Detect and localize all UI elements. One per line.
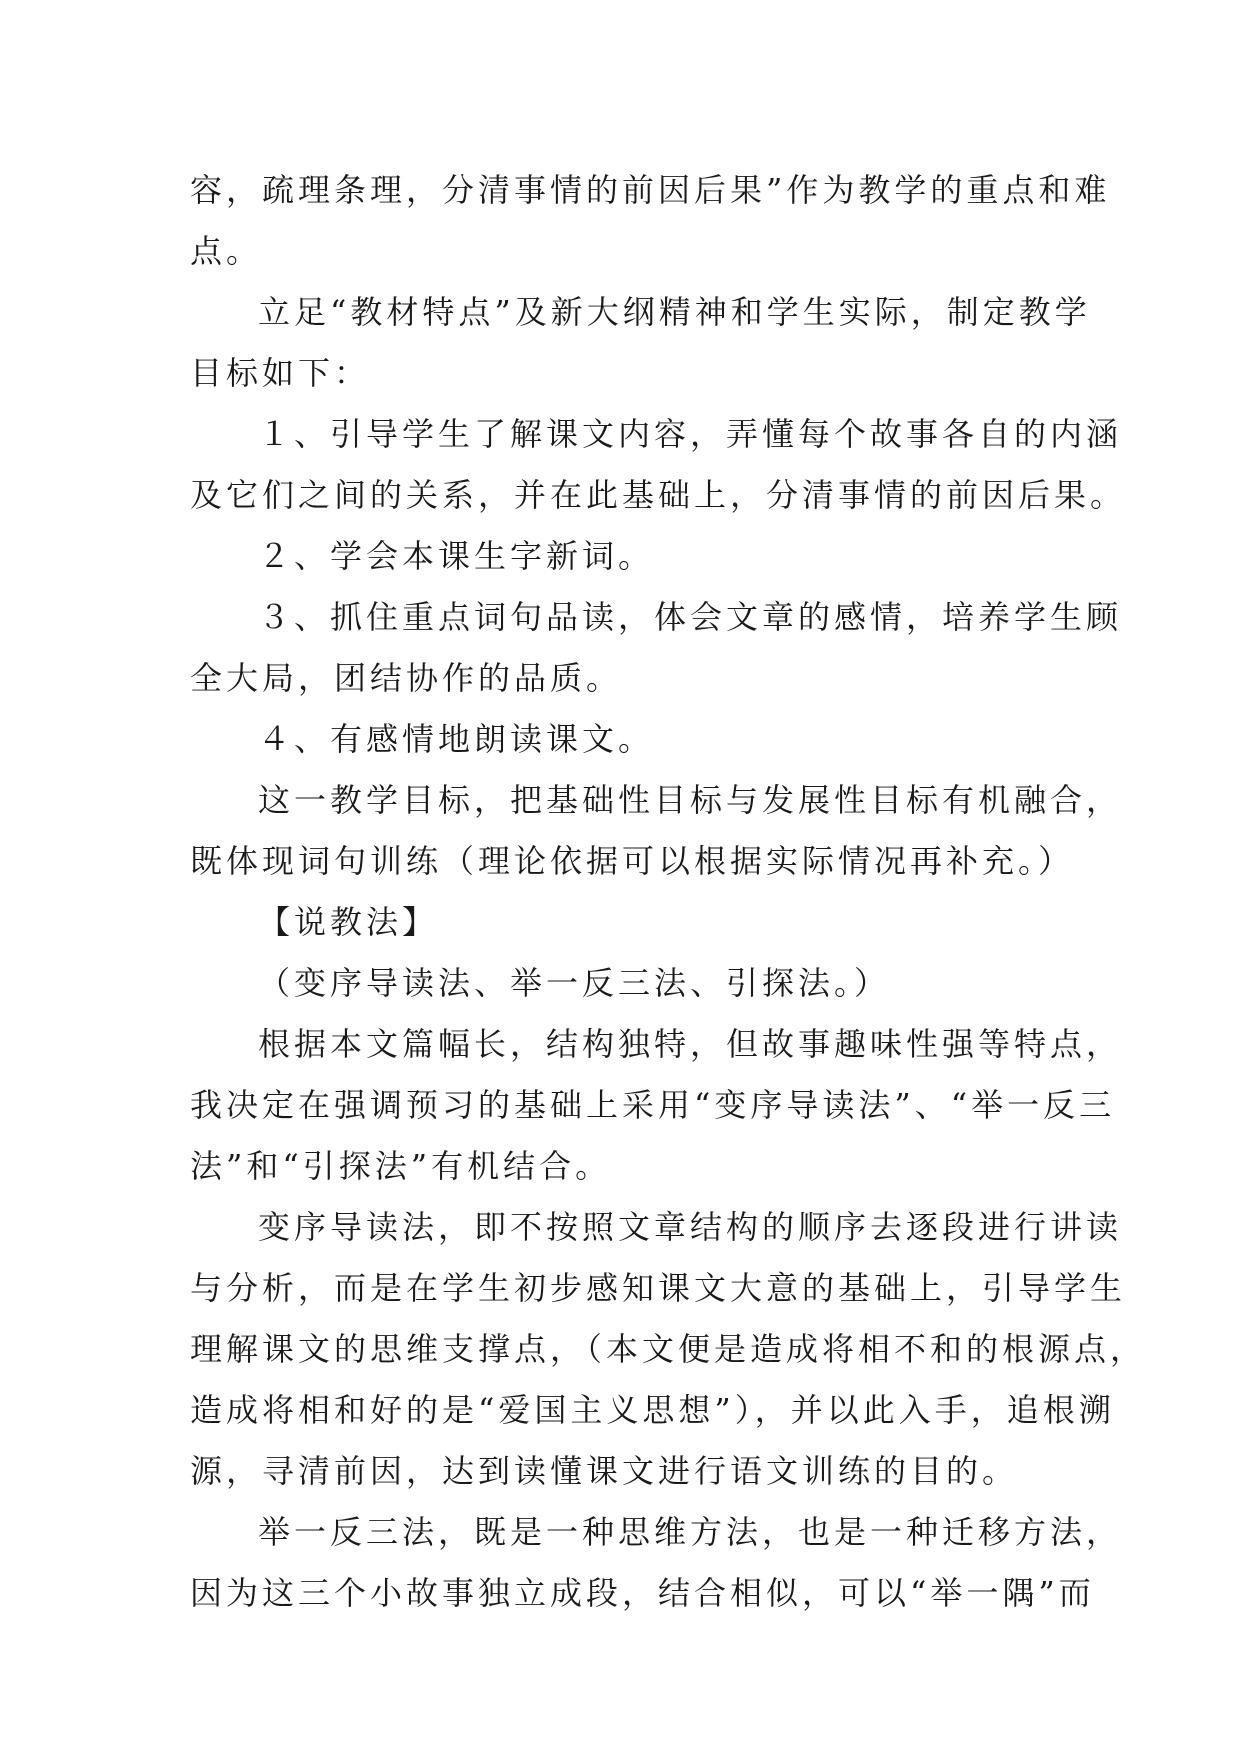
text-line: 因为这三个小故事独立成段，结合相似，可以“举一隅”而 xyxy=(190,1574,1095,1612)
text-line: 造成将相和好的是“爱国主义思想”），并以此入手，追根溯 xyxy=(190,1391,1115,1429)
section-heading: 【说教法】 xyxy=(258,903,439,941)
text-line: 点。 xyxy=(190,232,263,270)
text-line: 法”和“引探法”有机结合。 xyxy=(190,1147,612,1185)
list-item: ３、抓住重点词句品读，体会文章的感情，培养学生顾 xyxy=(258,598,1123,636)
text-line: 立足“教材特点”及新大纲精神和学生实际，制定教学 xyxy=(258,293,1091,331)
text-line: （变序导读法、举一反三法、引探法。） xyxy=(258,964,891,1002)
text-line: 既体现词句训练（理论依据可以根据实际情况再补充。） xyxy=(190,842,1075,880)
text-line: 容，疏理条理，分清事情的前因后果”作为教学的重点和难 xyxy=(190,171,1111,209)
text-line: 我决定在强调预习的基础上采用“变序导读法”、“举一反三 xyxy=(190,1086,1116,1124)
text-line: 全大局，团结协作的品质。 xyxy=(190,659,623,697)
list-item: １、引导学生了解课文内容，弄懂每个故事各自的内涵 xyxy=(258,415,1123,453)
text-line: 这一教学目标，把基础性目标与发展性目标有机融合， xyxy=(258,781,1123,819)
list-item: ２、学会本课生字新词。 xyxy=(258,537,655,575)
text-line: 与分析，而是在学生初步感知课文大意的基础上，引导学生 xyxy=(190,1269,1127,1307)
text-line: 举一反三法，既是一种思维方法，也是一种迁移方法， xyxy=(258,1513,1123,1551)
text-line: 源，寻清前因，达到读懂课文进行语文训练的目的。 xyxy=(190,1452,1019,1490)
document-body xyxy=(190,160,1147,1624)
text-line: 根据本文篇幅长，结构独特，但故事趣味性强等特点， xyxy=(258,1025,1123,1063)
text-line: 及它们之间的关系，并在此基础上，分清事情的前因后果。 xyxy=(190,476,1127,514)
text-line: 目标如下： xyxy=(190,354,371,392)
list-item: ４、有感情地朗读课文。 xyxy=(258,720,655,758)
text-line: 变序导读法，即不按照文章结构的顺序去逐段进行讲读 xyxy=(258,1208,1123,1246)
text-line: 理解课文的思维支撑点，（本文便是造成将相不和的根源点， xyxy=(190,1330,1147,1368)
